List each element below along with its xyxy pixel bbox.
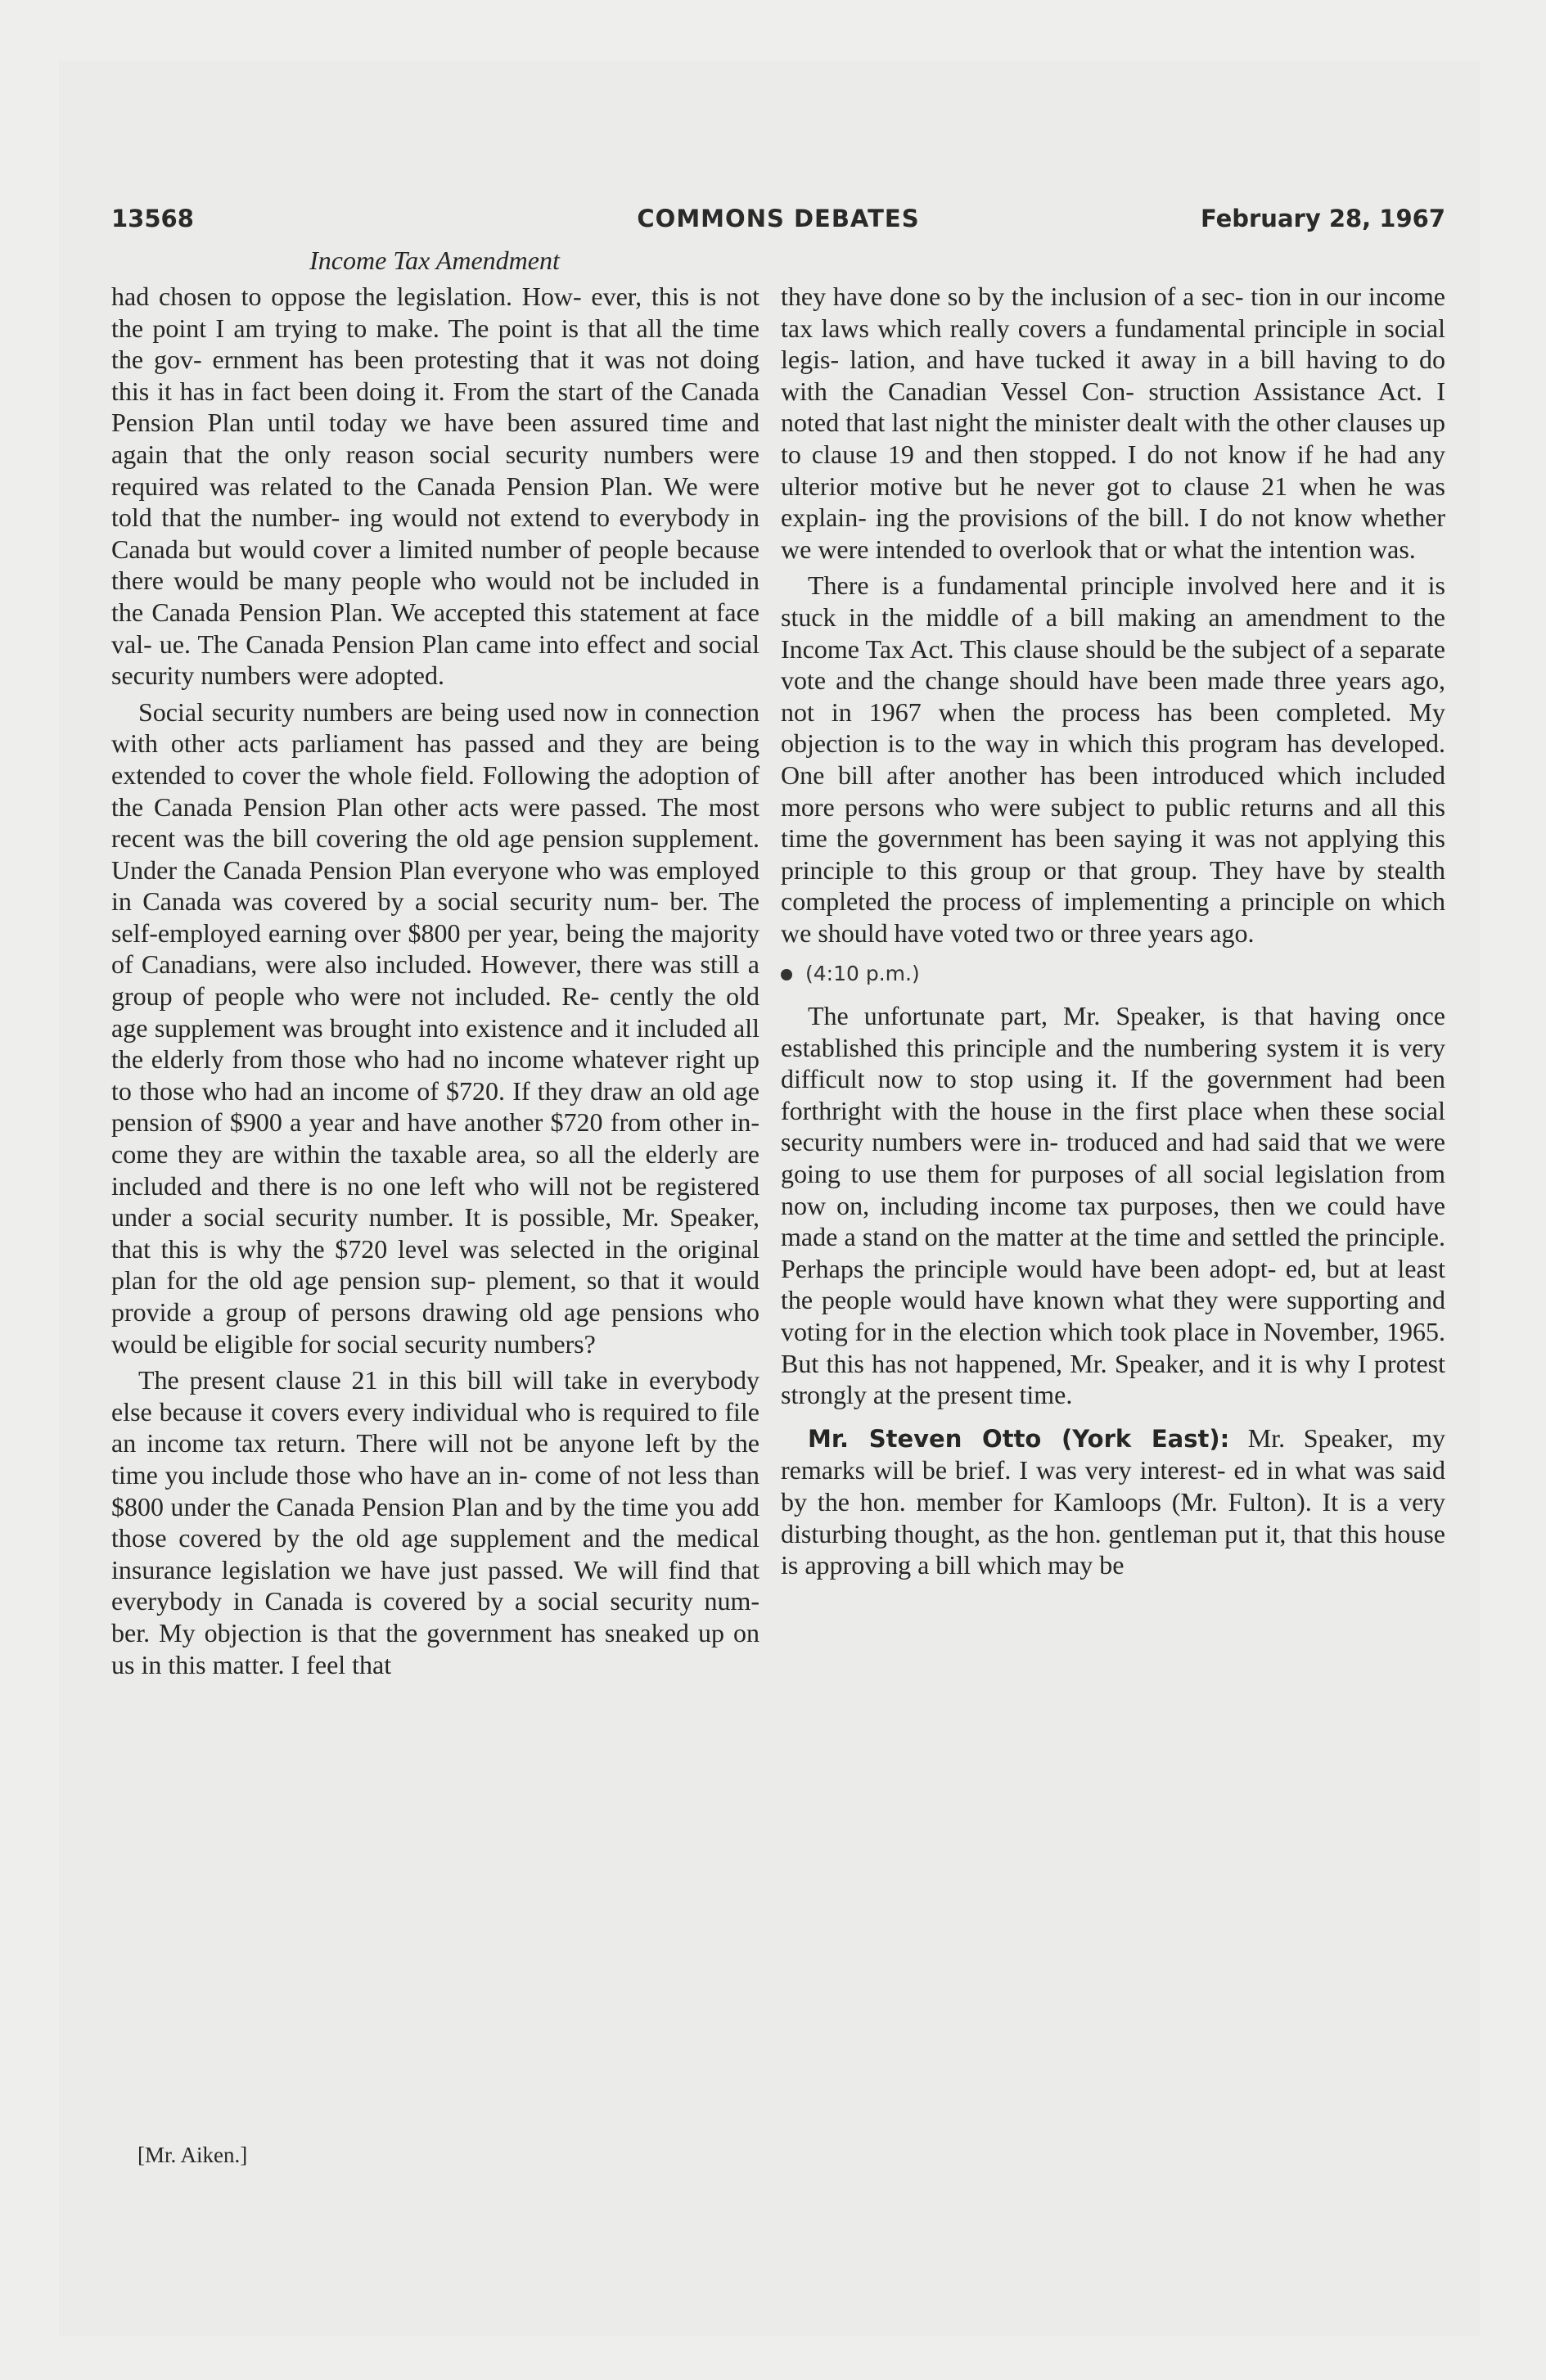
paragraph: The present clause 21 in this bill will take in everybody else because it covers every individual who is required to file an income tax return. There will not be anyone left by the time you include those who have an in- come of not less than $800 under the Canada Pension Plan and by the time you add those covered by the old age supplement and the medical insurance legislation we have just passed. We will find that everybody in Canada is covered by a social security num- ber. My objection is that the government has sneaked up on us in this matter. I feel that (111, 1365, 759, 1679)
paragraph: The unfortunate part, Mr. Speaker, is that having once established this principle and the numbering system it is very difficult now to stop using it. If the government had been forthright with the house in the first place when these social security numbers were in- troduced and had said that we were going to use them for purposes of all social legislation from now on, including income tax purposes, then we could have made a stand on the matter at the time and settled the principle. Perhaps the principle would have been adopt- ed, but at least the people would have known what they were supporting and voting for in the election which took place in November, 1965. But this has not happened, Mr. Speaker, and it is why I protest strongly at the present time. (781, 1001, 1445, 1410)
speaker-remarks: Mr. Speaker, my remarks will be brief. I was very interest- ed in what was said by the hon. member for Kamloops (Mr. Fulton). It is a very disturbing thought, as the hon. gentleman put it, that this house is approving a bill which may be (781, 1422, 1445, 1580)
time-marker (781, 958, 1445, 990)
bullet-icon (781, 969, 792, 980)
speaker-name: Mr. Steven Otto (York East): (808, 1424, 1230, 1453)
page-header (111, 205, 1445, 242)
speaker-paragraph (781, 1422, 1445, 1581)
paragraph: they have done so by the inclusion of a sec- tion in our income tax laws which really covers a fundamental principle in social legis- lation, and have tucked it away in a bill having to do with the Canadian Vessel Con- struction Assistance Act. I noted that last night the minister dealt with the other clauses up to clause 19 and then stopped. I do not know if he had any ulterior motive but he never got to clause 21 when he was explain- ing the provisions of the bill. I do not know whether we were intended to overlook that or what the intention was. (781, 282, 1445, 564)
paragraph: had chosen to oppose the legislation. How- ever, this is not the point I am trying to make. The point is that all the time the gov- ernment has been protesting that it was not doing this it has in fact been doing it. From the start of the Canada Pension Plan until today we have been assured time and again that the only reason social security numbers were required was related to the Canada Pension Plan. We were told that the number- ing would not extend to everybody in Canada but would cover a limited number of people because there would be many people who would not be included in the Canada Pension Plan. We accepted this statement at face val- ue. The Canada Pension Plan came into effect and social security numbers were adopted. (111, 282, 759, 691)
issue-date: February 28, 1967 (1200, 205, 1445, 232)
left-column (111, 281, 759, 1680)
paragraph: There is a fundamental principle involved here and it is stuck in the middle of a bill making an amendment to the Income Tax Act. This clause should be the subject of a separate vote and the change should have been made three years ago, not in 1967 when the process has been completed. My objection is to the way in which this program has developed. One bill after another has been introduced which included more persons who were subject to public returns and all this time the government has been saying it was not applying this principle to this group or that group. They have by stealth completed the process of implementing a principle on which we should have voted two or three years ago. (781, 570, 1445, 948)
right-column (781, 281, 1445, 1581)
paragraph: Social security numbers are being used now in connection with other acts parliament has passed and they are being extended to cover the whole field. Following the adoption of the Canada Pension Plan other acts were passed. The most recent was the bill covering the old age pension supplement. Under the Canada Pension Plan everyone who was employed in Canada was covered by a social security num- ber. The self-employed earning over $800 per year, being the majority of Canadians, were also included. However, there was still a group of people who were not included. Re- cently the old age supplement was brought into existence and it included all the elderly from those who had no income whatever right up to those who had an income of $720. If they draw an old age pension of $900 a year and have another $720 from other in- come they are within the taxable area, so all the elderly are included and there is no one left who will not be registered under a social security number. It is possible, Mr. Speaker, that this is why the $720 level was selected in the original plan for the old age pension sup- plement, so that it would provide a group of persons drawing old age pensions who would be eligible for social security numbers? (111, 696, 759, 1359)
publication-title: COMMONS DEBATES (637, 205, 920, 232)
time-marker-text: (4:10 p.m.) (805, 962, 920, 986)
section-subheading: Income Tax Amendment (309, 246, 560, 275)
page-number: 13568 (111, 205, 194, 232)
speaker-attribution: [Mr. Aiken.] (137, 2143, 248, 2167)
